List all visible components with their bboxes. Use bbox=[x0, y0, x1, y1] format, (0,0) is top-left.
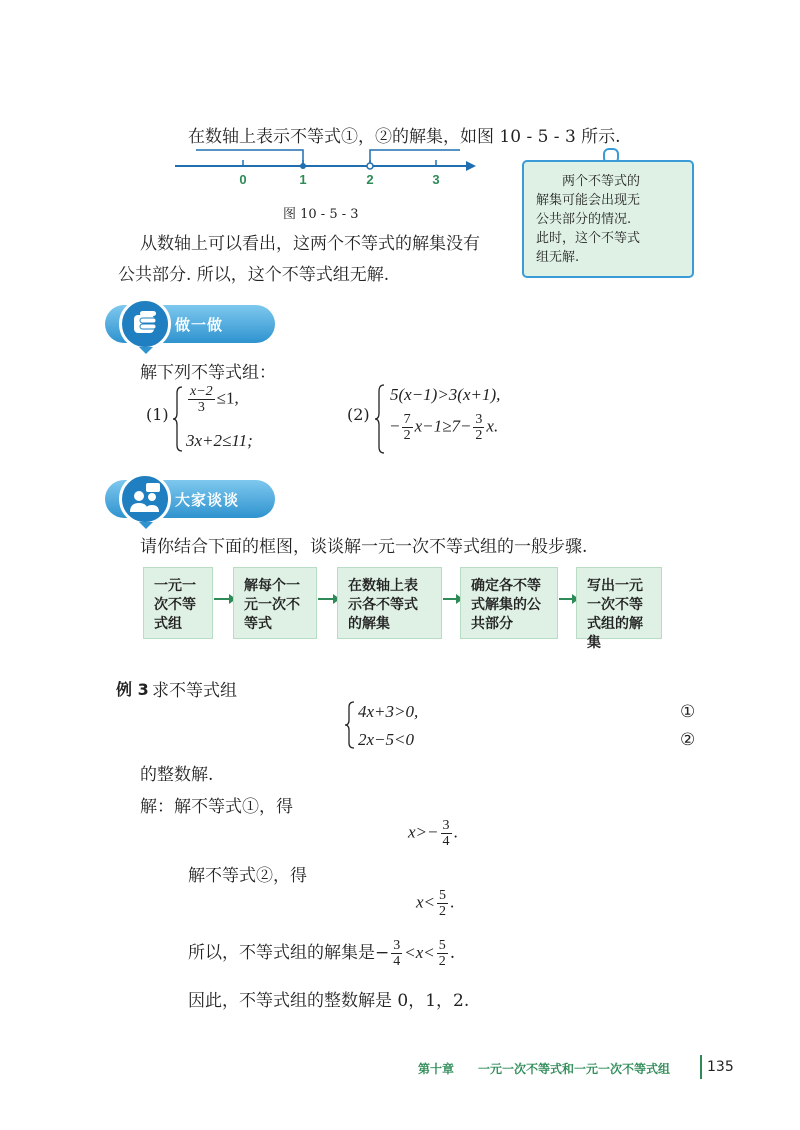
frac-denominator: 3 bbox=[197, 400, 205, 415]
solution-step-4: 因此，不等式组的整数解是 0，1，2. bbox=[188, 991, 470, 1011]
tick-label: 1 bbox=[299, 172, 307, 187]
problem-2-label: (2) bbox=[347, 405, 370, 424]
page-number: 135 bbox=[707, 1059, 734, 1075]
frac-numerator: x−2 bbox=[190, 384, 213, 399]
flow-step-5: 写出一元一次不等式组的解集 bbox=[576, 567, 662, 639]
minus-sign: − bbox=[390, 416, 400, 436]
hand-icon bbox=[119, 298, 171, 350]
closed-point bbox=[300, 163, 306, 169]
flow-step-2: 解每个一元一次不等式 bbox=[233, 567, 317, 639]
banner-pointer bbox=[139, 347, 153, 354]
note-line: 两个不等式的 bbox=[562, 174, 641, 189]
note-line: 此时，这个不等式 bbox=[536, 231, 641, 246]
note-line: 解集可能会出现无 bbox=[536, 193, 641, 208]
do-it-title: 做一做 bbox=[175, 316, 224, 334]
problem-1-row-2: 3x+2≤11; bbox=[186, 431, 253, 450]
people-icon bbox=[119, 473, 171, 525]
note-line: 公共部分的情况. bbox=[536, 212, 632, 227]
discuss-title: 大家谈谈 bbox=[175, 491, 240, 509]
footer-title: 一元一次不等式和一元一次不等式组 bbox=[478, 1062, 671, 1076]
flow-step-3: 在数轴上表示各不等式的解集 bbox=[337, 567, 442, 639]
sol3-text: 所以，不等式组的解集是− bbox=[188, 943, 390, 963]
frac-denominator: 2 bbox=[403, 428, 411, 443]
period: . bbox=[453, 822, 458, 842]
solution-intro: 解：解不等式①，得 bbox=[140, 797, 293, 817]
example-title: 求不等式组 bbox=[152, 681, 237, 701]
result-2-text: x< bbox=[416, 892, 436, 912]
example-label: 例 3 bbox=[116, 680, 149, 699]
p1-after-frac: ≤1, bbox=[216, 388, 239, 408]
period: . bbox=[450, 892, 455, 912]
mark-2: ② bbox=[680, 730, 696, 750]
p2-mid: x−1≥7− bbox=[414, 416, 472, 436]
brace-2 bbox=[374, 383, 386, 455]
example-tail: 的整数解. bbox=[140, 765, 214, 785]
problem-1-row-1 bbox=[186, 384, 239, 415]
p2-end: x. bbox=[486, 416, 499, 436]
problem-1-label: (1) bbox=[146, 405, 169, 424]
footer-chapter: 第十章 bbox=[418, 1062, 455, 1076]
note-card bbox=[522, 160, 694, 278]
flow-arrow bbox=[559, 598, 573, 600]
example-brace bbox=[344, 700, 356, 750]
brace-1 bbox=[172, 385, 184, 453]
open-point bbox=[367, 163, 373, 169]
frac-denominator: 4 bbox=[393, 954, 401, 969]
frac-numerator: 3 bbox=[475, 412, 483, 427]
solution-ray-1 bbox=[196, 150, 303, 166]
period: . bbox=[449, 943, 456, 963]
result-2 bbox=[416, 888, 454, 919]
flow-step-4: 确定各不等式解集的公共部分 bbox=[460, 567, 558, 639]
note-line: 组无解. bbox=[536, 250, 580, 265]
do-it-prompt: 解下列不等式组： bbox=[140, 363, 276, 383]
frac-denominator: 2 bbox=[475, 428, 483, 443]
discuss-banner bbox=[105, 480, 275, 518]
frac-numerator: 7 bbox=[403, 412, 411, 427]
tick-label: 0 bbox=[239, 172, 247, 187]
do-it-banner bbox=[105, 305, 275, 343]
frac-numerator: 3 bbox=[442, 818, 450, 833]
mark-1: ① bbox=[680, 702, 696, 722]
conclusion-line-1: 从数轴上可以看出，这两个不等式的解集没有 bbox=[140, 234, 480, 254]
frac-denominator: 2 bbox=[439, 904, 447, 919]
flow-step-1: 一元一次不等式组 bbox=[143, 567, 213, 639]
solution-step-2: 解不等式②，得 bbox=[188, 866, 307, 886]
tick-label: 2 bbox=[366, 172, 374, 187]
problem-2-row-2 bbox=[390, 412, 498, 443]
flow-arrow bbox=[443, 598, 457, 600]
footer-divider bbox=[700, 1055, 702, 1079]
tick-label: 3 bbox=[432, 172, 440, 187]
frac-numerator: 5 bbox=[438, 938, 446, 953]
frac-numerator: 3 bbox=[393, 938, 401, 953]
frac-denominator: 2 bbox=[438, 954, 446, 969]
discuss-prompt: 请你结合下面的框图，谈谈解一元一次不等式组的一般步骤. bbox=[140, 537, 588, 557]
flow-arrow bbox=[214, 598, 230, 600]
result-1-text: x>− bbox=[408, 822, 439, 842]
example-ineq-2: 2x−5<0 bbox=[358, 730, 414, 749]
solution-ray-2 bbox=[370, 150, 460, 166]
result-1 bbox=[408, 818, 458, 849]
solution-step-3 bbox=[188, 938, 455, 969]
intro-line: 在数轴上表示不等式①，②的解集，如图 10 - 5 - 3 所示. bbox=[188, 127, 621, 147]
figure-caption: 图 10 - 5 - 3 bbox=[283, 207, 359, 222]
banner-pointer bbox=[139, 522, 153, 529]
conclusion-line-2: 公共部分. 所以，这个不等式组无解. bbox=[118, 265, 390, 285]
frac-denominator: 4 bbox=[442, 834, 450, 849]
axis-arrow bbox=[466, 161, 476, 171]
sol3-mid: <x< bbox=[404, 943, 435, 962]
number-line bbox=[170, 140, 480, 190]
problem-2-row-1: 5(x−1)>3(x+1), bbox=[390, 385, 501, 404]
frac-numerator: 5 bbox=[439, 888, 447, 903]
example-ineq-1: 4x+3>0, bbox=[358, 702, 419, 721]
flow-arrow bbox=[318, 598, 334, 600]
